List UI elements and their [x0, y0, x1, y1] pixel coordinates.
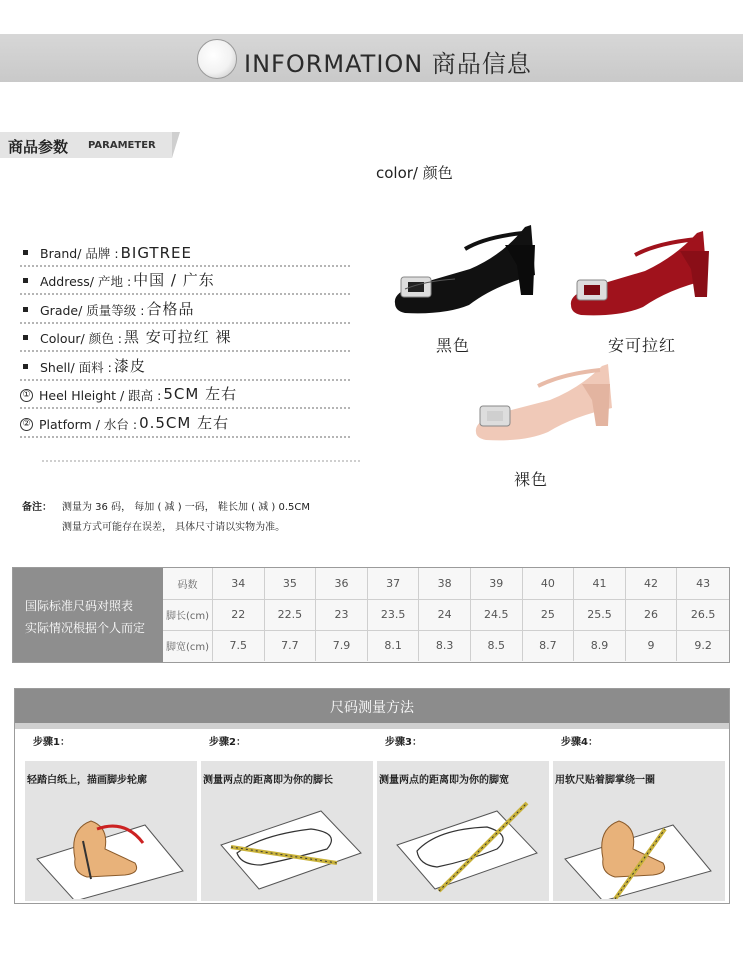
attribute-platform [20, 409, 350, 438]
bullet-icon [23, 335, 28, 340]
foot-outline-illustration [25, 789, 197, 899]
shoe-black-image [385, 215, 545, 320]
size-cell: 42 [626, 568, 678, 599]
foot-length-cell: 22.5 [265, 599, 317, 630]
step-title: 步骤1： [33, 737, 70, 748]
color-section-title: color/ 颜色 [376, 164, 453, 182]
foot-width-cell: 8.5 [471, 630, 523, 661]
attribute-value: 合格品 [146, 299, 195, 318]
foot-width-row-header: 脚宽(cm) [163, 630, 213, 661]
shoe-nude-image [470, 360, 620, 445]
shoe-red-image [565, 225, 715, 320]
shoe-label-black: 黑色 [436, 336, 471, 355]
size-cell: 38 [419, 568, 471, 599]
foot-length-cell: 22 [213, 599, 265, 630]
foot-width-cell: 9.2 [694, 639, 712, 652]
attribute-list [20, 238, 350, 438]
size-cell: 36 [316, 568, 368, 599]
foot-length-cell: 26 [626, 599, 678, 630]
bullet-icon [23, 278, 28, 283]
attribute-list-end-divider [42, 460, 360, 462]
attribute-label: Platform / 水台 : [39, 416, 138, 432]
attribute-label: Address/ 产地 : [40, 274, 132, 289]
foot-length-cell: 23.5 [368, 599, 420, 630]
size-cell: 40 [523, 568, 575, 599]
attribute-value: 中国 / 广东 [133, 271, 215, 289]
attribute-value: 5CM 左右 [163, 385, 238, 403]
shoe-label-nude: 裸色 [514, 470, 549, 489]
foot-length-cell: 23 [316, 599, 368, 630]
banner-circle-ornament [197, 39, 237, 79]
foot-width-cell: 9 [626, 630, 678, 661]
size-row-header: 码数 [163, 568, 213, 599]
note-label: 备注： [22, 502, 52, 513]
measure-step-4 [553, 733, 725, 901]
foot-length-row-header: 脚长(cm) [163, 599, 213, 630]
parameter-header-en: PARAMETER [88, 140, 156, 151]
foot-circumference-illustration [553, 789, 725, 899]
foot-length-cell: 25.5 [574, 599, 626, 630]
foot-length-cell: 26.5 [690, 608, 716, 621]
attribute-label: Shell/ 面料 : [40, 359, 112, 375]
foot-width-row [163, 630, 729, 661]
attribute-address [20, 267, 350, 296]
parameter-header-corner [172, 132, 180, 158]
bullet-icon [23, 364, 28, 369]
measurement-method-title: 尺码测量方法 [330, 700, 414, 716]
attribute-label: Heel Hleight / 跟高 : [39, 388, 162, 403]
foot-width-cell: 8.7 [523, 630, 575, 661]
foot-length-row [163, 599, 729, 630]
foot-width-cell: 7.9 [316, 630, 368, 661]
size-cell: 35 [265, 568, 317, 599]
foot-width-cell: 7.7 [265, 630, 317, 661]
attribute-label: Grade/ 质量等级 : [40, 302, 145, 318]
foot-width-illustration [377, 789, 549, 899]
attribute-value: 黑 安可拉红 裸 [123, 328, 232, 346]
size-chart-side-label-line1: 国际标准尺码对照表 [25, 599, 134, 613]
step-description: 测量两点的距离即为你的脚长 [203, 775, 333, 786]
step-description: 测量两点的距离即为你的脚宽 [379, 775, 509, 786]
shoe-label-red: 安可拉红 [608, 336, 677, 355]
attribute-value: 0.5CM 左右 [139, 413, 230, 432]
foot-width-cell: 8.3 [419, 630, 471, 661]
attribute-shell [20, 352, 350, 381]
circled-number-two-icon: ② [20, 418, 33, 431]
size-chart-table [12, 567, 730, 663]
measurement-method-panel [14, 688, 730, 904]
attribute-brand [20, 238, 350, 267]
information-banner [0, 34, 743, 82]
circled-number-one-icon: ① [20, 389, 33, 402]
measure-step-2 [201, 733, 373, 901]
note-line-2: 测量方式可能存在误差， 具体尺寸请以实物为准。 [62, 522, 286, 533]
foot-width-cell: 8.9 [574, 630, 626, 661]
attribute-heel-height [20, 381, 350, 410]
attribute-colour [20, 324, 350, 353]
bullet-icon [23, 250, 28, 255]
foot-width-cell: 7.5 [213, 630, 265, 661]
attribute-value: BIGTREE [120, 243, 192, 262]
measurement-method-header [15, 689, 729, 723]
parameter-header-cn: 商品参数 [8, 138, 69, 156]
step-description: 用软尺贴着脚掌绕一圈 [555, 775, 655, 786]
foot-length-cell: 24 [419, 599, 471, 630]
foot-length-illustration [201, 789, 373, 899]
measure-step-1 [25, 733, 197, 901]
size-cell: 39 [471, 568, 523, 599]
bullet-icon [23, 307, 28, 312]
step-title: 步骤4： [561, 737, 598, 748]
size-row [163, 568, 729, 599]
size-chart-side-label [13, 568, 163, 662]
foot-width-cell: 8.1 [368, 630, 420, 661]
step-title: 步骤2： [209, 737, 246, 748]
size-cell: 43 [696, 577, 711, 590]
attribute-label: Brand/ 品牌 : [40, 245, 119, 261]
note-line-1: 测量为 36 码， 每加 ( 减 ) 一码， 鞋长加 ( 减 ) 0.5CM [62, 502, 310, 513]
table-divider [163, 630, 729, 631]
attribute-label: Colour/ 颜色 : [40, 331, 122, 346]
table-divider [163, 599, 729, 600]
size-chart-side-label-line2: 实际情况根据个人而定 [25, 621, 146, 635]
foot-length-cell: 24.5 [471, 599, 523, 630]
size-chart-grid [163, 568, 729, 662]
parameter-header [0, 132, 172, 158]
attribute-grade [20, 295, 350, 324]
foot-length-cell: 25 [523, 599, 575, 630]
step-description: 轻踏白纸上，描画脚步轮廓 [27, 775, 147, 786]
step-title: 步骤3： [385, 737, 422, 748]
size-cell: 37 [368, 568, 420, 599]
size-cell: 41 [574, 568, 626, 599]
measure-step-3 [377, 733, 549, 901]
banner-title: INFORMATION 商品信息 [244, 50, 532, 78]
attribute-value: 漆皮 [113, 356, 146, 375]
measurement-header-strip [15, 723, 729, 729]
size-cell: 34 [213, 568, 265, 599]
